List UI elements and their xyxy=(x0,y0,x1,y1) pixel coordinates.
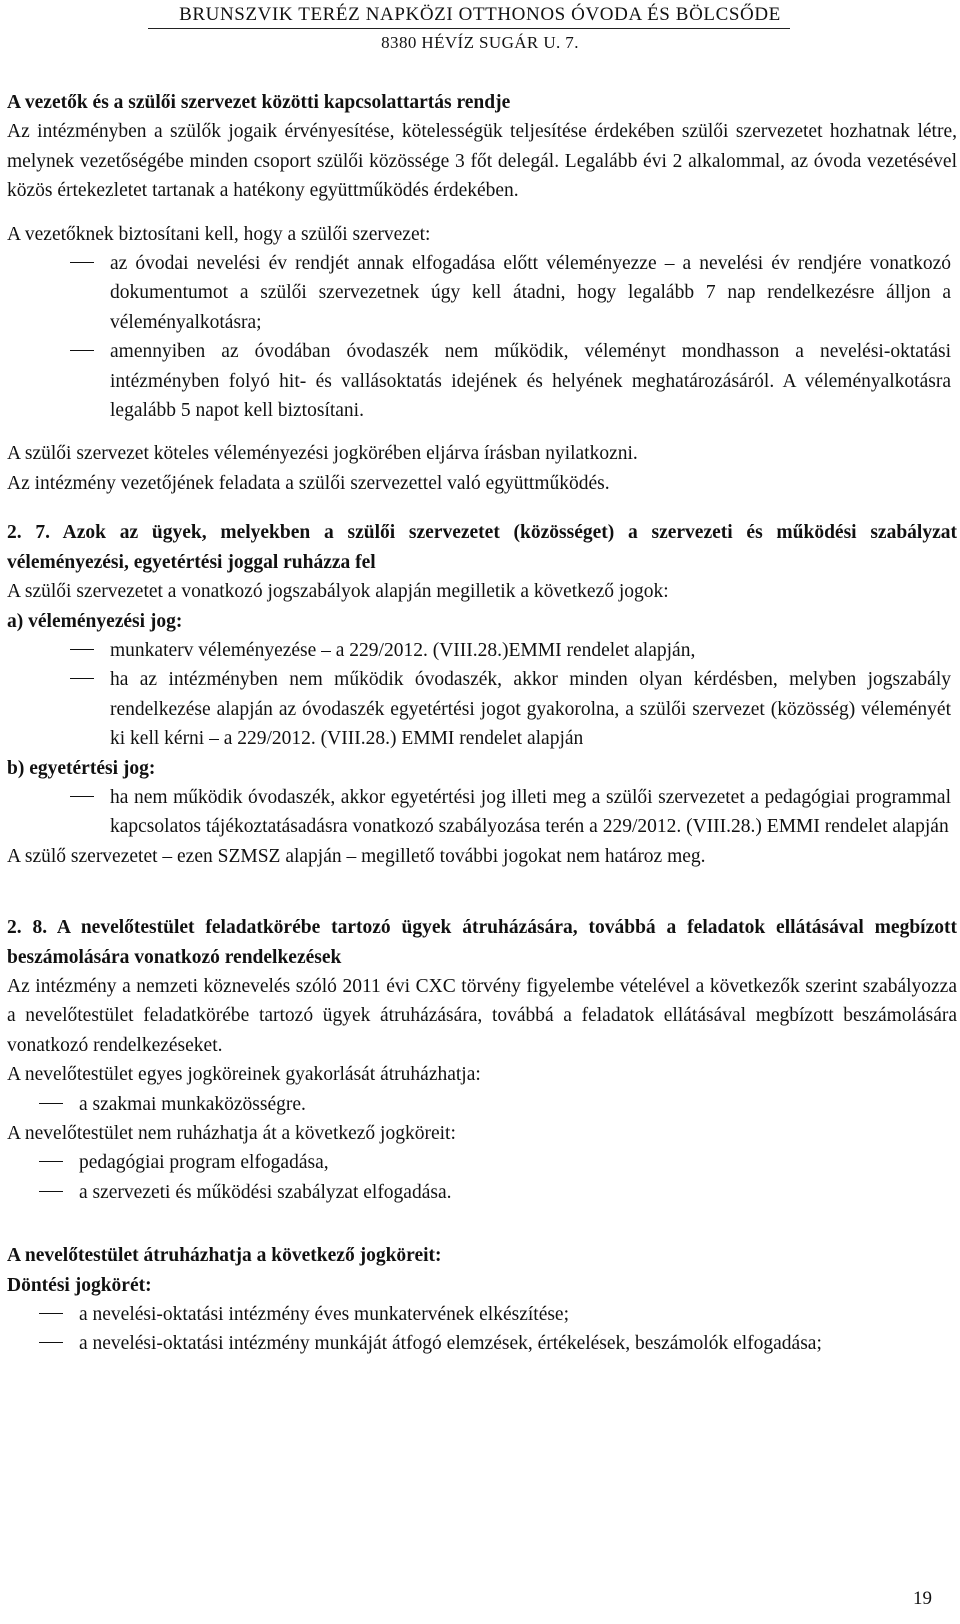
dash-bullet xyxy=(39,1329,79,1358)
dash-bullet xyxy=(70,665,110,694)
list-item: a szakmai munkaközösségre. xyxy=(7,1090,957,1119)
list-item: pedagógiai program elfogadása, xyxy=(7,1148,957,1177)
list-item: ha az intézményben nem működik óvodaszék, akkor minden olyan kérdésben, melyben jogszabály rendelkezése alapján az óvodaszék egyetértési jogot gyakorolna, a szülői szervezet (közösség) véleményét ki kell kérni – a 229/2012. (VIII.28.) EMMI rendelet alapján xyxy=(7,665,957,753)
paragraph-cxc-torveny: Az intézmény a nemzeti köznevelés szóló 2011 évi CXC törvény figyelembe vételével a következők szerint szabályozza a nevelőtestület feladatkörébe tartozó ügyek átruházására, továbbá a feladatok ellátásával megbízott beszámolására vonatkozó rendelkezéseket. xyxy=(7,975,957,1056)
list-item: amennyiben az óvodában óvodaszék nem működik, véleményt mondhasson a nevelési-oktatási intézményben folyó hit- és vallásoktatás idejének és helyének meghatározásáról. A véleményalkotásra legalább 5 napot kell biztosítani. xyxy=(7,337,957,425)
section-title-2-8: 2. 8. A nevelőtestület feladatkörébe tartozó ügyek átruházására, továbbá a feladatok ellátásával megbízott beszámolására vonatkozó rendelkezések xyxy=(7,917,957,968)
list-item: az óvodai nevelési év rendjét annak elfogadása előtt véleményezze – a nevelési év rendjére vonatkozó dokumentumot a szülői szervezetnek úgy kell átadni, hogy legalább 7 nap rendelkezésre álljon a véleményalkotásra; xyxy=(7,249,957,337)
paragraph-egyuttmukodes: Az intézmény vezetőjének feladata a szülői szervezettel való együttműködés. xyxy=(7,472,610,494)
subheading-velemenyezesi-jog: a) véleményezési jog: xyxy=(7,610,183,632)
dash-bullet xyxy=(39,1178,79,1207)
dash-bullet xyxy=(70,249,110,278)
list-item: munkaterv véleményezése – a 229/2012. (VIII.28.)EMMI rendelet alapján, xyxy=(7,636,957,665)
header-address: 8380 HÉVÍZ SUGÁR U. 7. xyxy=(381,33,579,52)
paragraph-atruhazhatja: A nevelőtestület egyes jogköreinek gyakorlását átruházhatja: xyxy=(7,1064,481,1086)
section-title-2-7: 2. 7. Azok az ügyek, melyekben a szülői szervezetet (közösséget) a szervezeti és működési szabályzat véleményezési, egyetértési joggal ruházza fel xyxy=(7,522,957,573)
dash-bullet xyxy=(39,1148,79,1177)
header-rule xyxy=(148,28,790,29)
paragraph-vezetok-biztositani: A vezetőknek biztosítani kell, hogy a szülői szervezet: xyxy=(7,223,431,245)
dash-bullet xyxy=(70,783,110,812)
dash-bullet xyxy=(70,636,110,665)
section-title-kapcsolattartas: A vezetők és a szülői szervezet közötti kapcsolattartás rendje xyxy=(7,92,511,113)
paragraph-nem-ruhazhatja: A nevelőtestület nem ruházhatja át a következő jogköreit: xyxy=(7,1123,456,1144)
page-number: 19 xyxy=(913,1588,932,1609)
dash-bullet xyxy=(70,337,110,366)
list-item: ha nem működik óvodaszék, akkor egyetértési jog illeti meg a szülői szervezetet a pedagógiai programmal kapcsolatos tájékoztatásadásra vonatkozó szabályozása terén a 229/2012. (VIII.28.) EMMI rendelet alapján xyxy=(7,783,957,842)
dash-bullet xyxy=(39,1300,79,1329)
section-title-atruhazhato-jogkorok: A nevelőtestület átruházhatja a következő jogköreit: xyxy=(7,1245,442,1267)
list-item: a nevelési-oktatási intézmény munkáját átfogó elemzések, értékelések, beszámolók elfogadása; xyxy=(7,1329,957,1358)
paragraph-szuloi-szervezet: Az intézményben a szülők jogaik érvényesítése, kötelességük teljesítése érdekében szülői szervezetet hozhatnak létre, melynek vezetőségébe minden csoport szülői közössége 3 főt delegál. Legalább évi 2 alkalommal, az óvoda vezetésével közös értekezletet tartanak a hatékony együttműködés érdekében. xyxy=(7,121,957,202)
list-item: a nevelési-oktatási intézmény éves munkatervének elkészítése; xyxy=(7,1300,957,1329)
subheading-egyetertesi-jog: b) egyetértési jog: xyxy=(7,757,156,779)
paragraph-nyilatkozni: A szülői szervezet köteles véleményezési jogkörében eljárva írásban nyilatkozni. xyxy=(7,443,638,465)
dash-bullet xyxy=(39,1090,79,1119)
list-item: a szervezeti és működési szabályzat elfogadása. xyxy=(7,1178,957,1207)
header-institution-name: BRUNSZVIK TERÉZ NAPKÖZI OTTHONOS ÓVODA ÉS BÖLCSŐDE xyxy=(179,4,781,25)
paragraph-tovabbi-jogok: A szülő szervezetet – ezen SZMSZ alapján – megillető további jogokat nem határoz meg. xyxy=(7,845,706,867)
document-body xyxy=(7,88,957,1359)
subheading-dontesi-jogkor: Döntési jogkörét: xyxy=(7,1274,152,1296)
paragraph-jogok-intro: A szülői szervezetet a vonatkozó jogszabályok alapján megilletik a következő jogok: xyxy=(7,581,669,603)
